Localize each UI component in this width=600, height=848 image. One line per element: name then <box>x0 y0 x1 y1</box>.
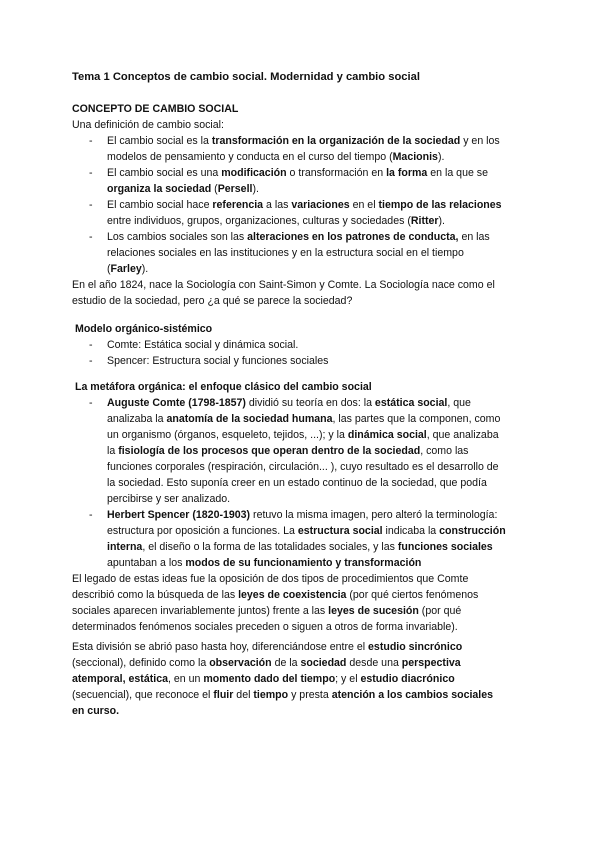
text: El cambio social es una <box>107 167 222 179</box>
text-line: - Spencer: Estructura social y funciones sociales <box>107 355 329 367</box>
text: determinados fenómenos sociales preceden o siguen a otros de forma invariable). <box>72 621 458 633</box>
text-line <box>107 213 530 229</box>
text: desde una <box>346 657 402 669</box>
text: ( <box>211 183 218 195</box>
bold-text: interna <box>107 541 143 553</box>
metafora-list <box>72 395 530 571</box>
text: , como las <box>420 445 469 457</box>
text: un organismo (órganos, esqueleto, tejidos, ...); y la <box>107 429 348 441</box>
text: percibirse y ser analizado. <box>107 493 231 505</box>
bold-text: perspectiva <box>401 657 461 669</box>
bold-text: observación <box>209 657 272 669</box>
text: en la que se <box>427 167 488 179</box>
paragraph-legado <box>72 571 530 635</box>
text: indicaba la <box>382 525 440 537</box>
text: relaciones sociales en las instituciones y en la estructura social en el tiempo <box>107 247 464 259</box>
section-metafora <box>72 379 530 571</box>
text: modelos de pensamiento y conducta en el curso del tiempo ( <box>107 151 393 163</box>
text: ). <box>437 151 445 163</box>
bold-text: funciones sociales <box>397 541 493 553</box>
section-intro: Una definición de cambio social: <box>72 119 224 131</box>
bold-text: atemporal, estática <box>72 673 168 685</box>
section-title: La metáfora orgánica: el enfoque clásico del cambio social <box>75 381 372 393</box>
text: El cambio social es la <box>107 135 212 147</box>
bold-text: estudio diacrónico <box>360 673 455 685</box>
bold-text: Farley <box>110 263 142 275</box>
text: a las <box>263 199 292 211</box>
list-item <box>72 197 530 229</box>
text-line <box>107 133 530 149</box>
text-line <box>72 639 530 655</box>
text-line <box>107 149 530 165</box>
list-item <box>72 353 530 369</box>
definition-list <box>72 133 530 277</box>
text-line <box>107 443 530 459</box>
text-line <box>107 197 530 213</box>
text: , que analizaba <box>426 429 499 441</box>
list-item <box>72 165 530 197</box>
text: ( <box>107 263 111 275</box>
bold-text: sociedad <box>300 657 347 669</box>
bold-text: alteraciones en los patrones de conducta, <box>247 231 459 243</box>
text: ). <box>438 215 446 227</box>
bold-text: organiza la sociedad <box>107 183 212 195</box>
bold-text: leyes de coexistencia <box>238 589 347 601</box>
text: o transformación en <box>286 167 387 179</box>
text-line <box>72 703 530 719</box>
bold-text: fisiología de los procesos que operan dentro de la sociedad <box>118 445 421 457</box>
modelo-list <box>72 337 530 369</box>
bold-text: modos de su funcionamiento y transformación <box>185 557 422 569</box>
bold-text: la forma <box>386 167 428 179</box>
text: y presta <box>288 689 332 701</box>
text-line <box>72 655 530 671</box>
text: ; y el <box>335 673 361 685</box>
text-line <box>107 245 530 261</box>
text: sociales aparecen invariablemente juntos) frente a las <box>72 605 329 617</box>
text-line <box>107 395 530 411</box>
text-line <box>107 555 530 571</box>
list-item <box>72 507 530 571</box>
text: Esta división se abrió paso hasta hoy, diferenciándose entre el <box>72 641 369 653</box>
text-line <box>107 261 530 277</box>
text: apuntaban a los <box>107 557 186 569</box>
text: Los cambios sociales son las <box>107 231 248 243</box>
text: , el diseño o la forma de las totalidades sociales, y las <box>142 541 398 553</box>
text: (seccional), definido como la <box>72 657 210 669</box>
bold-text: variaciones <box>291 199 350 211</box>
text-line <box>107 539 530 555</box>
text-line <box>72 671 530 687</box>
text: (por qué <box>418 605 462 617</box>
text: en las <box>458 231 490 243</box>
bold-text: estudio sincrónico <box>368 641 463 653</box>
bold-text: modificación <box>221 167 287 179</box>
text: en el <box>349 199 379 211</box>
text-line <box>72 619 530 635</box>
text: y en los <box>460 135 500 147</box>
text: entre individuos, grupos, organizaciones, culturas y sociedades ( <box>107 215 411 227</box>
text: la sociedad. Esto suponía creer en un estado continuo de la sociedad, que podía <box>107 477 487 489</box>
text: ). <box>252 183 259 195</box>
text: describió como la búsqueda de las <box>72 589 239 601</box>
bold-text: atención a los cambios sociales <box>331 689 494 701</box>
text-line: estudio de la sociedad, pero ¿a qué se parece la sociedad? <box>72 295 353 307</box>
bold-text: Ritter <box>410 215 439 227</box>
text: analizaba la <box>107 413 167 425</box>
text-line <box>107 229 530 245</box>
paragraph-origen <box>72 277 530 309</box>
section-title: Modelo orgánico-sistémico <box>75 323 213 335</box>
text-line: En el año 1824, nace la Sociología con Saint-Simon y Comte. La Sociología nace como el <box>72 279 495 291</box>
section-modelo <box>72 321 530 369</box>
bold-text: Herbert Spencer (1820-1903) <box>107 509 251 521</box>
text-line <box>72 587 530 603</box>
text-line <box>107 491 530 507</box>
text: (secuencial), que reconoce el <box>72 689 214 701</box>
bold-text: leyes de sucesión <box>328 605 419 617</box>
list-item <box>72 229 530 277</box>
bold-text: en curso. <box>72 705 120 717</box>
text-line <box>107 459 530 475</box>
text-line <box>107 411 530 427</box>
bold-text: anatomía de la sociedad humana <box>166 413 333 425</box>
text-line <box>72 687 530 703</box>
text-line <box>72 571 530 587</box>
bold-text: referencia <box>212 199 264 211</box>
text-line <box>107 475 530 491</box>
bold-text: transformación en la organización de la sociedad <box>211 135 461 147</box>
text-line <box>107 181 530 197</box>
bold-text: Persell <box>217 183 253 195</box>
text: , que <box>447 397 471 409</box>
text-line <box>107 427 530 443</box>
bold-text: estructura social <box>297 525 383 537</box>
document-heading <box>72 69 530 85</box>
text: retuvo la misma imagen, pero alteró la terminología: <box>250 509 498 521</box>
text: del <box>233 689 254 701</box>
text: la <box>107 445 119 457</box>
list-item <box>72 337 530 353</box>
list-item <box>72 133 530 165</box>
text: , las partes que la componen, como <box>332 413 501 425</box>
bold-text: Auguste Comte (1798-1857) <box>107 397 246 409</box>
text: ). <box>141 263 149 275</box>
bold-text: Macionis <box>392 151 438 163</box>
bold-text: construcción <box>439 525 506 537</box>
text: El cambio social hace <box>107 199 213 211</box>
text: (por qué ciertos fenómenos <box>346 589 479 601</box>
text-line: - Comte: Estática social y dinámica social. <box>107 339 299 351</box>
section-title: CONCEPTO DE CAMBIO SOCIAL <box>72 103 239 115</box>
bold-text: dinámica social <box>347 429 427 441</box>
text-line <box>107 165 530 181</box>
bold-text: tiempo de las relaciones <box>378 199 502 211</box>
text: dividió su teoría en dos: la <box>245 397 375 409</box>
text-line <box>72 603 530 619</box>
paragraph-division <box>72 639 530 719</box>
text: estructura por oposición a funciones. La <box>107 525 298 537</box>
text: funciones corporales (respiración, circulación... ), cuyo resultado es el desarrollo de <box>107 461 499 473</box>
text-line <box>107 507 530 523</box>
heading-text: Tema 1 Conceptos de cambio social. Modernidad y cambio social <box>72 71 420 83</box>
section-concepto <box>72 101 530 277</box>
bold-text: fluir <box>213 689 234 701</box>
bold-text: tiempo <box>253 689 289 701</box>
bold-text: momento dado del tiempo <box>203 673 336 685</box>
text: El legado de estas ideas fue la oposición de dos tipos de procedimientos que Comte <box>72 573 469 585</box>
list-item <box>72 395 530 507</box>
text: de la <box>271 657 301 669</box>
text-line <box>107 523 530 539</box>
bold-text: estática social <box>374 397 448 409</box>
text: , en un <box>167 673 204 685</box>
